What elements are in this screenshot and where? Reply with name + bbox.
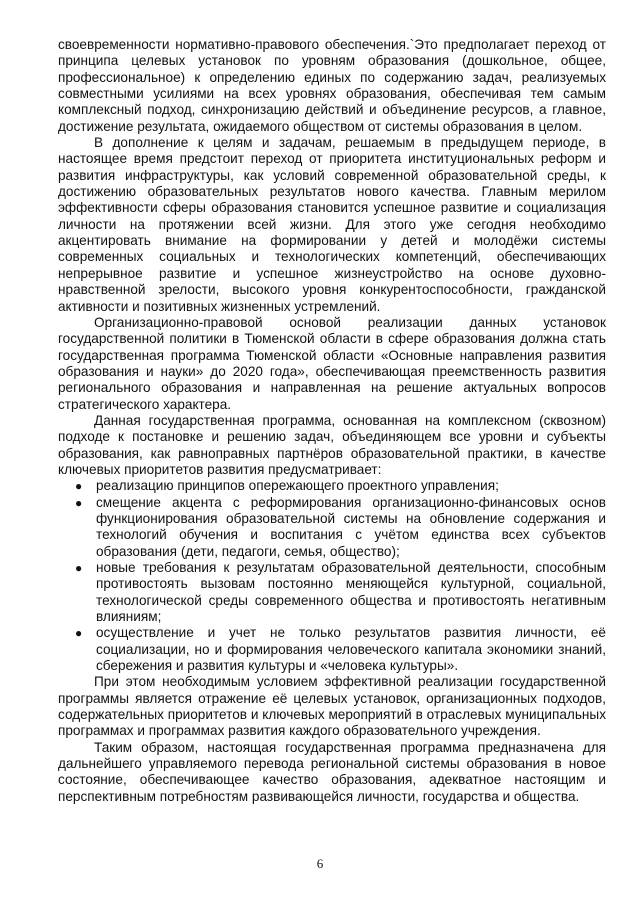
list-item	[75, 478, 606, 494]
list-item	[75, 560, 606, 625]
priorities-list	[58, 478, 606, 674]
paragraph-continuation: своевременности нормативно-правового обеспечения.`Это предполагает переход от принципа целевых установок по уровням образования (дошкольное, общее, профессиональное) к определению единых по содержанию задач, реализуемых совместными усилиями на всех уровнях образования, обеспечивая тем самым комплексный подход, синхронизацию действий и объединение ресурсов, а главное, достижение результата, ожидаемого обществом от системы образования в целом.	[58, 37, 606, 134]
list-item	[75, 625, 606, 674]
list-item-text: смещение акцента с реформирования организационно-финансовых основ функционирования образовательной системы на обновление содержания и технологий обучения и воспитания с учётом единства всех субъектов образования (дети, педагоги, семья, общество);	[96, 494, 606, 559]
bullet-icon: ●	[75, 495, 83, 510]
list-item-text: осуществление и учет не только результатов развития личности, её социализации, но и формирования человеческого капитала экономики знаний, сбережения и развития культуры и «человека культуры».	[96, 625, 606, 674]
paragraph-goals: В дополнение к целям и задачам, решаемым в предыдущем периоде, в настоящее время предстоит переход от приоритета институциональных реформ и развития инфраструктуры, как условий современной образовательной среды, к достижению образовательных результатов нового качества. Главным мерилом эффективности сферы образования становится успешное развитие и социализация личности на протяжении всей жизни. Для этого уже сегодня необходимо акцентировать внимание на формировании у детей и молодёжи системы современных социальных и технологических компетенций, обеспечивающих непрерывное развитие и успешное жизнеустройство на основе духовно-нравственной зрелости, высокого уровня конкурентоспособности, гражданской активности и позитивных жизненных устремлений.	[58, 135, 606, 314]
paragraph-legal-basis: Организационно-правовой основой реализации данных установок государственной политики в Тюменской области в сфере образования должна стать государственная программа Тюменской области «Основные направления развития образования и науки» до 2020 года», обеспечивающая преемственность развития регионального образования и направленная на решение актуальных вопросов стратегического характера.	[58, 314, 606, 412]
list-item	[75, 494, 606, 560]
paragraph-program-priorities: Данная государственная программа, основанная на комплексном (сквозном) подходе к постановке и решению задач, объединяющем все уровни и субъекты образования, как равноправных партнёров образовательной практики, в качестве ключевых приоритетов развития предусматривает:	[58, 412, 606, 477]
bullet-icon: ●	[75, 479, 83, 494]
page-number: 6	[316, 856, 324, 871]
list-item-text: новые требования к результатам образовательной деятельности, способным противостоять вызовам постоянно меняющейся культурной, социальной, технологической среды современного общества и противостоять негативным влияниям;	[96, 560, 606, 625]
bullet-icon: ●	[75, 626, 83, 641]
list-item-text: реализацию принципов опережающего проектного управления;	[96, 478, 499, 494]
paragraph-condition: При этом необходимым условием эффективной реализации государственной программы является отражение её целевых установок, организационных подходов, содержательных приоритетов и ключевых мероприятий в отраслевых муниципальных программах и программах развития каждого образовательного учреждения.	[58, 674, 606, 739]
paragraph-conclusion: Таким образом, настоящая государственная программа предназначена для дальнейшего управляемого перевода региональной системы образования в новое состояние, обеспечивающее качество образования, адекватное настоящим и перспективным потребностям развивающейся личности, государства и общества.	[58, 739, 606, 804]
bullet-icon: ●	[75, 561, 83, 575]
